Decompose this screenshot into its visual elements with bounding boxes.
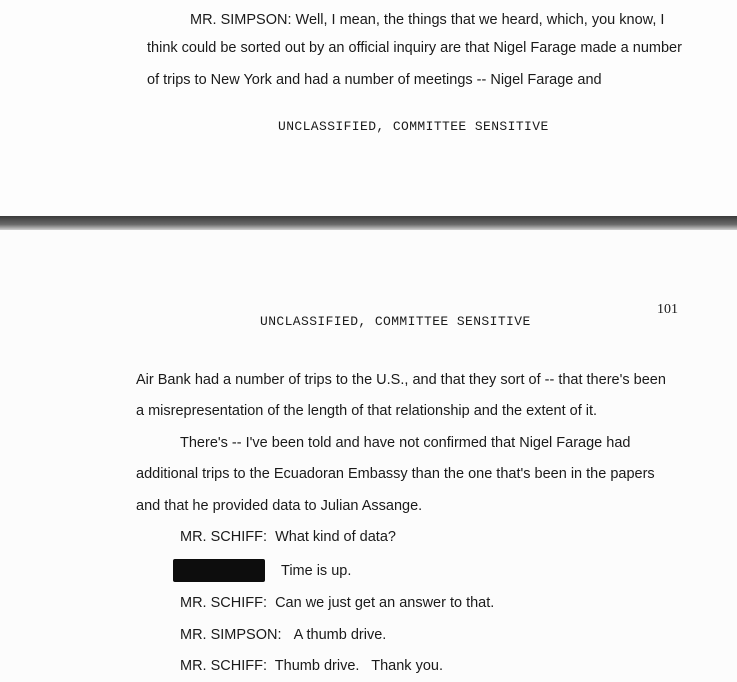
spoken-text: Time is up.: [281, 563, 352, 579]
classification-banner: UNCLASSIFIED, COMMITTEE SENSITIVE: [260, 314, 531, 329]
spoken-text: Thumb drive. Thank you.: [274, 658, 443, 674]
redaction-block: [173, 559, 265, 582]
exchange-line: [180, 530, 396, 545]
text-line: and that he provided data to Julian Assange.: [136, 498, 423, 514]
page-divider: [0, 216, 737, 230]
text-line: There's -- I've been told and have not confirmed that Nigel Farage had: [180, 435, 631, 451]
text-line: of trips to New York and had a number of meetings -- Nigel Farage and: [147, 72, 602, 88]
speaker-label: MR. SCHIFF:: [180, 658, 267, 674]
page-number: 101: [657, 302, 678, 317]
exchange-line: [180, 628, 386, 643]
speaker-label: MR. SIMPSON:: [180, 627, 282, 643]
speaker-label: MR. SCHIFF:: [180, 595, 267, 611]
speaker-label: MR. SCHIFF:: [180, 529, 267, 545]
spoken-text: What kind of data?: [275, 529, 396, 545]
top-page: [0, 0, 737, 216]
spoken-text: Can we just get an answer to that.: [275, 595, 495, 611]
spoken-text: A thumb drive.: [293, 627, 387, 643]
text-line: a misrepresentation of the length of that relationship and the extent of it.: [136, 403, 598, 419]
text-line: Air Bank had a number of trips to the U.S., and that they sort of -- that there's been: [136, 372, 666, 388]
text-line: MR. SIMPSON: Well, I mean, the things that we heard, which, you know, I: [190, 12, 665, 28]
exchange-line: [180, 659, 443, 674]
bottom-page: [0, 230, 737, 682]
text-line: additional trips to the Ecuadoran Embassy than the one that's been in the papers: [136, 466, 655, 482]
classification-banner: UNCLASSIFIED, COMMITTEE SENSITIVE: [278, 119, 549, 134]
exchange-line: [180, 596, 494, 611]
text-line: think could be sorted out by an official inquiry are that Nigel Farage made a number: [147, 40, 682, 56]
